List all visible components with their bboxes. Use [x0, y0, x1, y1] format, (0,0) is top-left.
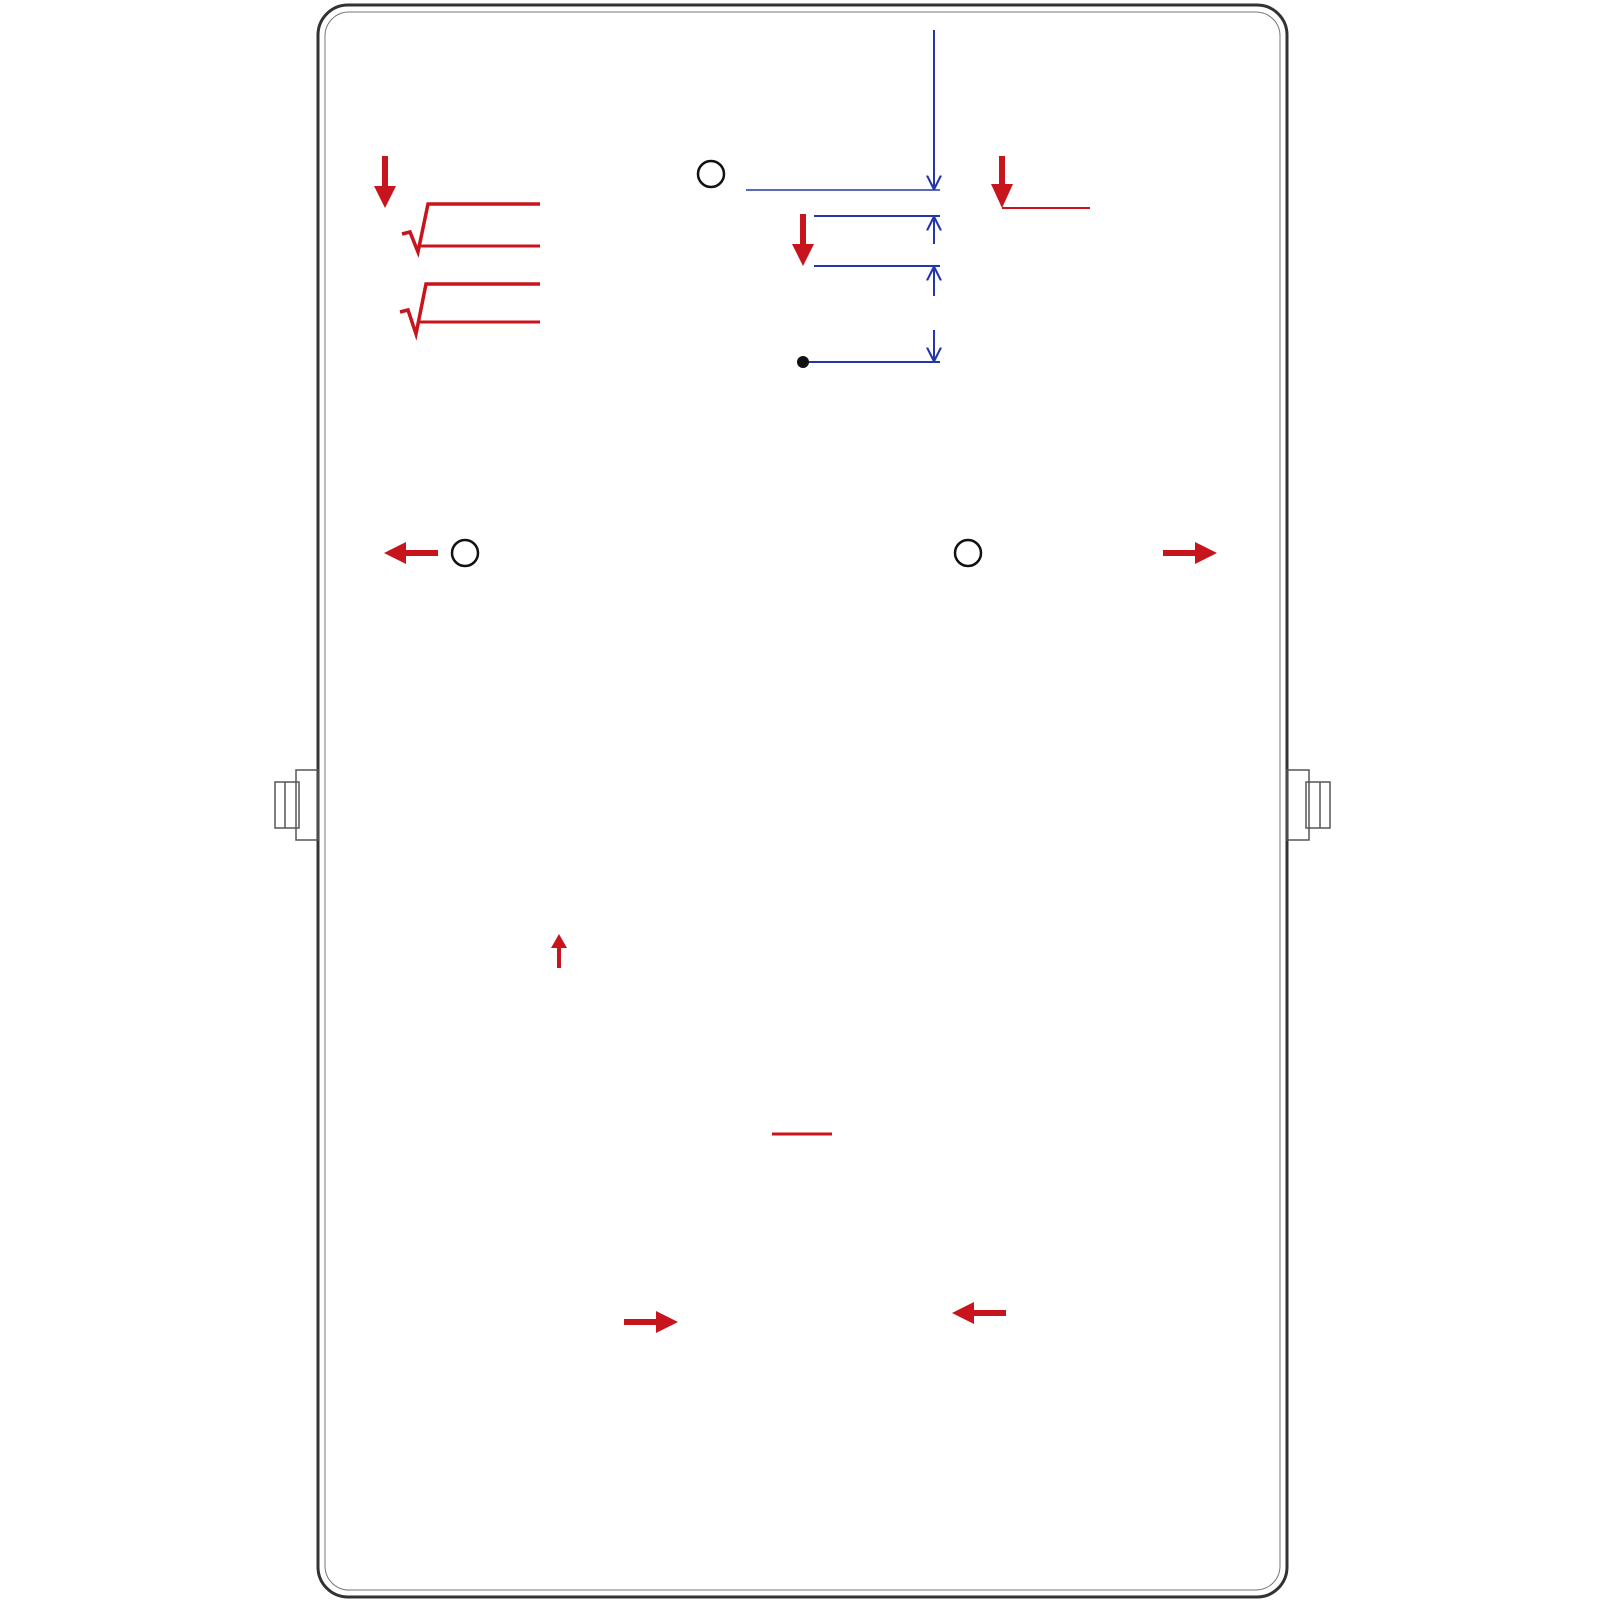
pascal-down-arrow [792, 214, 814, 266]
dimension-lines [804, 30, 940, 362]
bins-up-arrow [551, 934, 567, 968]
sigma-formula [402, 204, 540, 252]
bell-left-arrow [624, 1311, 678, 1333]
left-bracket [275, 770, 318, 840]
left-arrow [384, 542, 438, 564]
pascal-label [698, 161, 940, 190]
right-scale-label [955, 540, 1217, 566]
right-bracket [1287, 770, 1330, 840]
right-arrow [1163, 542, 1217, 564]
left-scale-label [384, 540, 478, 566]
bell-right-arrow [952, 1302, 1006, 1324]
std-dev-down-arrow [374, 156, 396, 208]
binomial-arrow [991, 156, 1090, 208]
sx-formula [400, 284, 540, 334]
drop-point [797, 356, 809, 368]
